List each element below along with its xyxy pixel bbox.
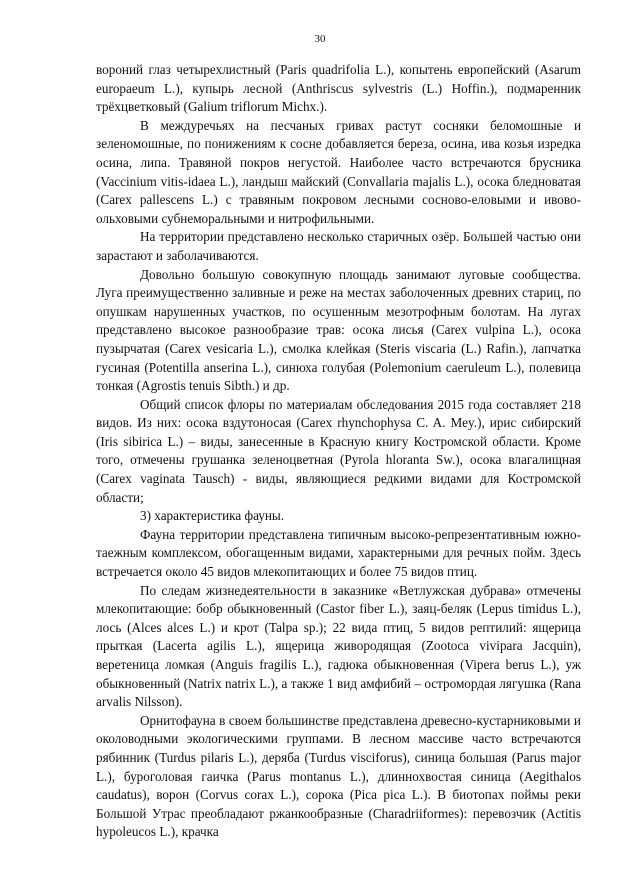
paragraph-7: Фауна территории представлена типичным высоко-репрезентативным южно-таежным комплексом, обогащенным видами, характерными для речных пойм. Здесь встречается около 45 видов млекопитающих и более 75 видов птиц. <box>96 526 581 580</box>
paragraph-8: По следам жизнедеятельности в заказнике «Ветлужская дубрава» отмечены млекопитающие: бобр обыкновенный (Castor fiber L.), заяц-беляк (Lepus timidus L.), лось (Alces alces L.) и крот (Talpa sp.); 22 вида птиц, 5 видов рептилий: ящерица прыткая (Lacerta agilis L.), ящерица живородящая (Zootoca vivipara Jacquin), веретеница ломкая (Anguis fragilis L.), гадюка обыкновенная (Vipera berus L.), уж обыкновенный (Natrix natrix L.), а также 1 вид амфибий – остромордая лягушка (Rana arvalis Nilsson). <box>96 582 581 710</box>
paragraph-9: Орнитофауна в своем большинстве представлена древесно-кустарниковыми и околоводными экологическими группами. В лесном массиве часто встречаются рябинник (Turdus pilaris L.), деряба (Turdus visciforus), синица большая (Parus major L.), буроголовая гаичка (Parus montanus L.), длиннохвостая синица (Aegithalos caudatus), ворон (Corvus corax L.), сорока (Pica pica L.). В биотопах поймы реки Большой Утрас преобладают ржанкообразные (Charadriiformes): перевозчик (Actitis hypoleucos L.), крачка <box>96 712 581 840</box>
paragraph-5: Общий список флоры по материалам обследования 2015 года составляет 218 видов. Из них: осока вздутоносая (Carex rhynchophysa C. A. Mey.), ирис сибирский (Iris sibirica L.) – виды, занесенные в Красную книгу Костромской области. Кроме того, отмечены грушанка зеленоцветная (Pyrola hloranta Sw.), осока влагалищная (Carex vaginata Tausch) - виды, являющиеся редкими видами для Костромской области; <box>96 396 581 505</box>
paragraph-3: На территории представлено несколько старичных озёр. Большей частью они зарастают и заболачиваются. <box>96 229 581 263</box>
paragraph-4: Довольно большую совокупную площадь занимают луговые сообщества. Луга преимущественно заливные и реже на местах заболоченных древних стариц, по опушкам нарушенных участков, по осушенным мезотрофным болотам. На лугах представлено высокое разнообразие трав: осока лисья (Carex vulpina L.), осока пузырчатая (Carex vesicaria L.), смолка клейкая (Steris viscaria (L.) Rafin.), лапчатка гусиная (Potentilla anserina L.), синюха голубая (Polemonium caeruleum L.), полевица тонкая (Agrostis tenuis Sibth.) и др. <box>96 266 581 394</box>
document-body <box>96 61 581 842</box>
paragraph-2: В междуречьях на песчаных гривах растут сосняки беломошные и зеленомошные, по понижениям к сосне добавляется береза, осина, ива козья изредка осина, липа. Травяной покров негустой. Наиболее часто встречаются брусника (Vaccinium vitis-idaea L.), ландыш майский (Convallaria majalis L.), осока бледноватая (Carex pallescens L.) с травяным покровом лесными сосново-еловыми и ивово-ольховыми субнеморальными и нитрофильными. <box>96 117 581 226</box>
paragraph-1: вороний глаз четырехлистный (Paris quadrifolia L.), копытень европейский (Asarum europaeum L.), купырь лесной (Anthriscus sylvestris (L.) Hoffin.), подмаренник трёхцветковый (Galium triflorum Michx.). <box>96 62 581 115</box>
section-heading-fauna: 3) характеристика фауны. <box>140 508 285 524</box>
page-number: 30 <box>314 33 326 45</box>
